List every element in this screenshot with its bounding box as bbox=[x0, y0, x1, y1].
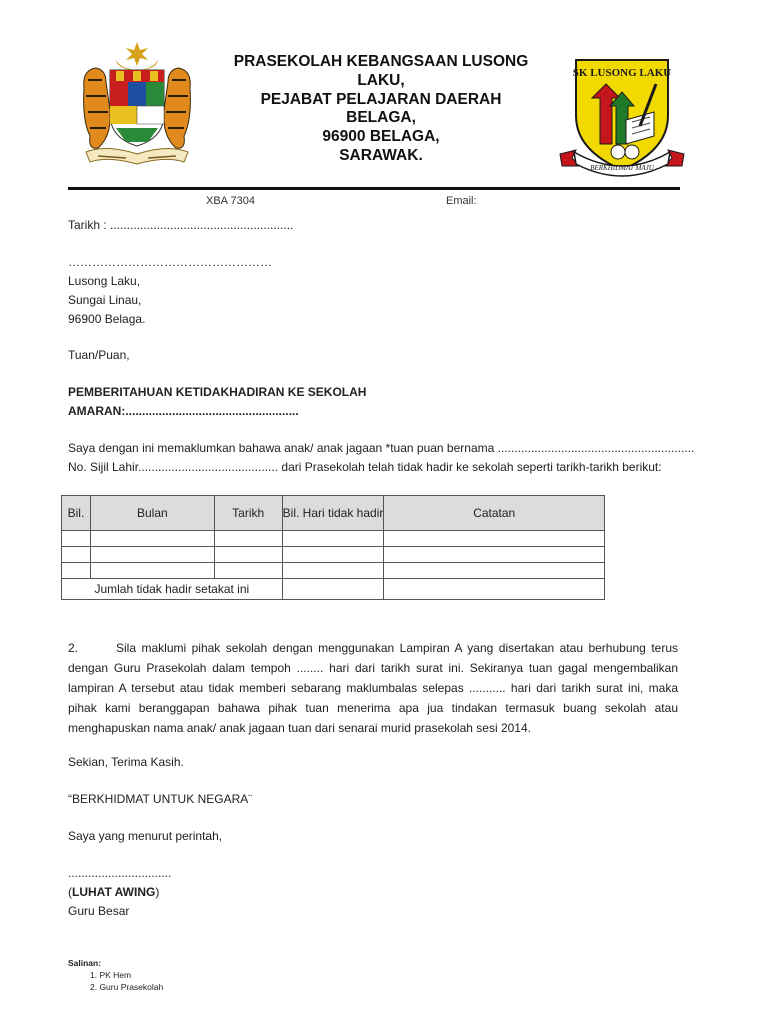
yours-line: Saya yang menurut perintah, bbox=[68, 829, 223, 843]
address-line: Sungai Linau, bbox=[68, 293, 142, 307]
copy-label: Salinan: bbox=[68, 958, 102, 968]
paragraph-number: 2. bbox=[68, 641, 79, 655]
table-row bbox=[62, 547, 605, 563]
badge-motto-text: BERKHIDMAT MAJU bbox=[590, 164, 654, 172]
address-line: Lusong Laku, bbox=[68, 274, 141, 288]
salutation: Tuan/Puan, bbox=[68, 348, 130, 362]
header-rule bbox=[68, 187, 680, 190]
table-cell bbox=[62, 547, 91, 563]
table-cell bbox=[384, 563, 605, 579]
column-header: Bulan bbox=[90, 496, 214, 531]
signer-name-line bbox=[68, 884, 159, 900]
table-header-row bbox=[62, 496, 605, 531]
table-cell bbox=[282, 547, 384, 563]
signer-name: LUHAT AWING bbox=[72, 885, 156, 899]
header-line: PEJABAT PELAJARAN DAERAH bbox=[260, 90, 502, 108]
table-row bbox=[62, 531, 605, 547]
date-line: Tarikh : ....................................................... bbox=[68, 218, 294, 232]
recipient-dots: …………………………………………… bbox=[68, 255, 272, 269]
column-header: Bil. Hari tidak hadir bbox=[282, 496, 384, 531]
clipped-code-text: XBA 7304 bbox=[206, 195, 255, 207]
table-cell bbox=[384, 579, 605, 600]
header-line: PRASEKOLAH KEBANGSAAN LUSONG bbox=[233, 53, 529, 70]
column-header: Tarikh bbox=[214, 496, 282, 531]
table-cell bbox=[214, 547, 282, 563]
closing-line: Sekian, Terima Kasih. bbox=[68, 755, 184, 769]
header-line: LAKU, bbox=[357, 71, 405, 89]
clipped-email-text: Email: bbox=[446, 195, 477, 207]
signature-dots: ............................... bbox=[68, 866, 172, 880]
table-cell bbox=[214, 563, 282, 579]
address-line: 96900 Belaga. bbox=[68, 312, 146, 326]
table-cell bbox=[282, 579, 384, 600]
motto-line: “BERKHIDMAT UNTUK NEGARA¨ bbox=[68, 792, 253, 806]
table-cell bbox=[90, 563, 214, 579]
signer-paren-close: ) bbox=[155, 885, 160, 899]
subject-title: PEMBERITAHUAN KETIDAKHADIRAN KE SEKOLAH bbox=[68, 385, 367, 399]
copy-item: 2. Guru Prasekolah bbox=[90, 982, 164, 992]
table-cell bbox=[90, 531, 214, 547]
header-line: 96900 BELAGA, bbox=[322, 128, 440, 146]
intro-line: No. Sijil Lahir.......................................... dari Prasekolah telah tidak hadir ke sekolah seperti tarikh-tarikh berikut: bbox=[68, 460, 662, 474]
school-header bbox=[210, 53, 552, 166]
table-cell bbox=[214, 531, 282, 547]
paragraph-2-text: Sila maklumi pihak sekolah dengan menggunakan Lampiran A yang disertakan atau berhubung terus dengan Guru Prasekolah dalam tempoh ........ hari dari tarikh surat ini. Sekiranya tuan gagal mengembalikan lampiran A tersebut atau tidak memberi sebarang maklumbalas selepas ........... hari dari tarikh surat ini, maka pihak kami beranggapan bahawa pihak tuan menerima apa jua tindakan termasuk buang sekolah atau menghapuskan nama anak/ anak jagaan tuan dari senarai murid prasekolah sesi 2014. bbox=[68, 641, 678, 735]
table-cell bbox=[62, 531, 91, 547]
intro-line: Saya dengan ini memaklumkan bahawa anak/ anak jagaan *tuan puan bernama ........................................................... bbox=[68, 441, 695, 455]
signer-title: Guru Besar bbox=[68, 904, 130, 918]
table-cell bbox=[62, 563, 91, 579]
school-badge-logo bbox=[556, 54, 688, 182]
header-line: BELAGA, bbox=[346, 109, 416, 127]
header-line: SARAWAK. bbox=[339, 146, 423, 164]
total-label: Jumlah tidak hadir setakat ini bbox=[62, 579, 283, 600]
subject-warning: AMARAN:.................................................... bbox=[68, 404, 299, 418]
coat-of-arms-logo bbox=[76, 40, 198, 168]
table-row bbox=[62, 563, 605, 579]
column-header: Catatan bbox=[384, 496, 605, 531]
badge-title-text: SK LUSONG LAKU bbox=[572, 67, 672, 79]
table-cell bbox=[384, 531, 605, 547]
table-cell bbox=[90, 547, 214, 563]
column-header: Bil. bbox=[62, 496, 91, 531]
copy-item: 1. PK Hem bbox=[90, 970, 132, 980]
signer-paren-open: ( bbox=[68, 885, 72, 899]
table-cell bbox=[282, 563, 384, 579]
table-cell bbox=[384, 547, 605, 563]
paragraph-2 bbox=[68, 638, 678, 738]
table-cell bbox=[282, 531, 384, 547]
absence-table bbox=[61, 495, 605, 600]
table-total-row bbox=[62, 579, 605, 600]
